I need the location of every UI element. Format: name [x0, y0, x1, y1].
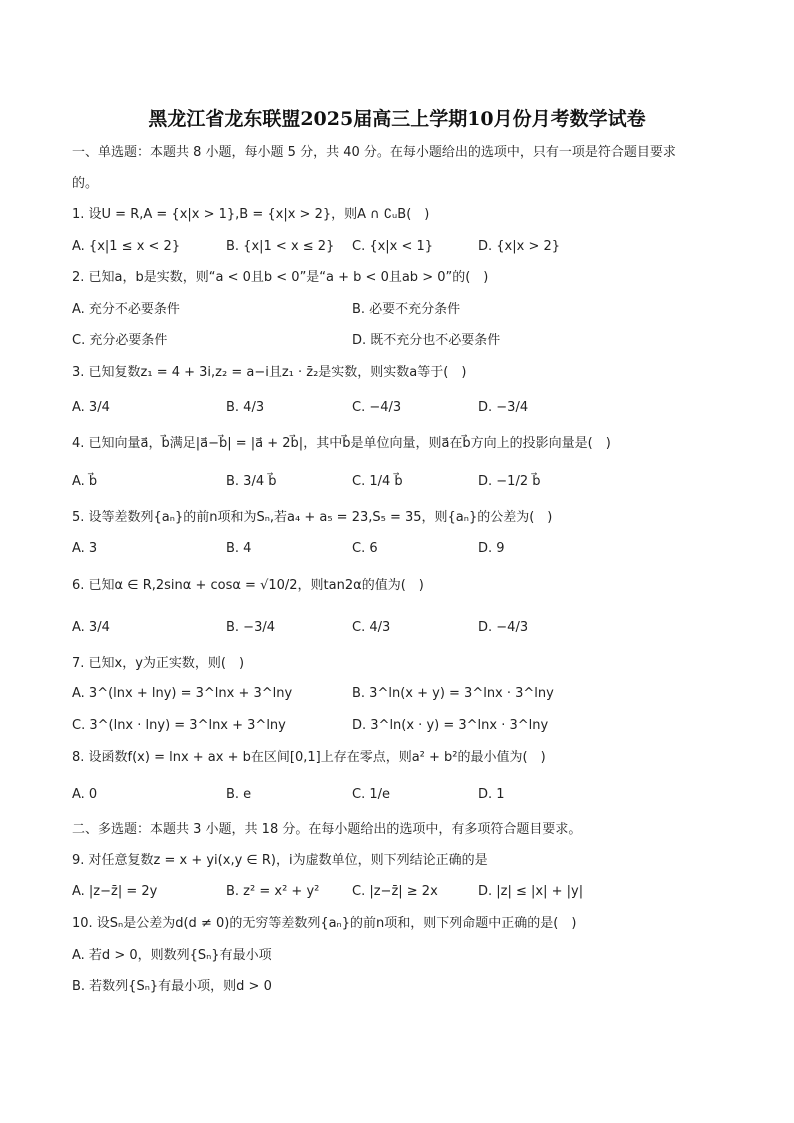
question-2-option-d: D. 既不充分也不必要条件: [352, 333, 501, 348]
question-7-option-c: C. 3^(lnx · lny) = 3^lnx + 3^lny: [72, 718, 286, 733]
question-10-option-b: B. 若数列{Sₙ}有最小项，则d > 0: [72, 979, 272, 994]
question-1-option-a: A. {x|1 ≤ x < 2}: [72, 239, 181, 254]
question-3-option-c: C. −4/3: [352, 400, 402, 415]
question-7-option-d: D. 3^ln(x · y) = 3^lnx · 3^lny: [352, 718, 549, 733]
question-10-option-a: A. 若d > 0，则数列{Sₙ}有最小项: [72, 948, 272, 963]
question-8-stem: 8. 设函数f(x) = lnx + ax + b在区间[0,1]上存在零点，则a² + b²的最小值为( ): [72, 750, 546, 765]
question-5-option-c: C. 6: [352, 541, 378, 556]
question-5-option-a: A. 3: [72, 541, 98, 556]
question-10-stem: 10. 设Sₙ是公差为d(d ≠ 0)的无穷等差数列{aₙ}的前n项和，则下列命题中正确的是( ): [72, 916, 577, 931]
question-2-option-c: C. 充分必要条件: [72, 333, 168, 348]
question-7-stem: 7. 已知x，y为正实数，则( ): [72, 656, 245, 671]
question-9-option-a: A. |z−z̄| = 2y: [72, 884, 158, 899]
question-3-option-b: B. 4/3: [226, 400, 265, 415]
question-2-option-a: A. 充分不必要条件: [72, 302, 180, 317]
question-6-option-c: C. 4/3: [352, 620, 391, 635]
question-9-option-c: C. |z−z̄| ≥ 2x: [352, 884, 438, 899]
question-9-option-b: B. z² = x² + y²: [226, 884, 320, 899]
question-2-option-b: B. 必要不充分条件: [352, 302, 461, 317]
question-6-option-d: D. −4/3: [478, 620, 529, 635]
question-8-option-c: C. 1/e: [352, 787, 390, 802]
question-8-option-a: A. 0: [72, 787, 98, 802]
question-4-option-d: D. −1/2 b⃗: [478, 474, 541, 489]
question-1-option-c: C. {x|x < 1}: [352, 239, 434, 254]
question-4-option-a: A. b⃗: [72, 474, 98, 489]
question-6-stem: 6. 已知α ∈ R,2sinα + cosα = √10/2，则tan2α的值为( ): [72, 578, 424, 593]
question-7-option-a: A. 3^(lnx + lny) = 3^lnx + 3^lny: [72, 686, 293, 701]
question-8-option-d: D. 1: [478, 787, 505, 802]
question-3-option-d: D. −3/4: [478, 400, 529, 415]
question-4-option-b: B. 3/4 b⃗: [226, 474, 277, 489]
question-9-option-d: D. |z| ≤ |x| + |y|: [478, 884, 584, 899]
question-6-option-a: A. 3/4: [72, 620, 110, 635]
question-9-stem: 9. 对任意复数z = x + yi(x,y ∈ R)，i为虚数单位，则下列结论正确的是: [72, 853, 488, 868]
section-2-header: 二、多选题：本题共 3 小题，共 18 分。在每小题给出的选项中，有多项符合题目要求。: [72, 822, 582, 837]
question-8-option-b: B. e: [226, 787, 252, 802]
section-1-header-cont: 的。: [72, 176, 99, 191]
question-1-stem: 1. 设U = R,A = {x|x > 1},B = {x|x > 2}，则A ∩ ∁ᵤB( ): [72, 207, 430, 222]
question-7-option-b: B. 3^ln(x + y) = 3^lnx · 3^lny: [352, 686, 554, 701]
question-5-option-d: D. 9: [478, 541, 505, 556]
question-3-stem: 3. 已知复数z₁ = 4 + 3i,z₂ = a−i且z₁ · z̄₂是实数，则实数a等于( ): [72, 365, 467, 380]
question-3-option-a: A. 3/4: [72, 400, 110, 415]
question-6-option-b: B. −3/4: [226, 620, 275, 635]
question-1-option-b: B. {x|1 < x ≤ 2}: [226, 239, 335, 254]
question-4-option-c: C. 1/4 b⃗: [352, 474, 403, 489]
question-1-option-d: D. {x|x > 2}: [478, 239, 561, 254]
section-1-header: 一、单选题：本题共 8 小题，每小题 5 分，共 40 分。在每小题给出的选项中，只有一项是符合题目要求: [72, 145, 676, 160]
question-4-stem: 4. 已知向量a⃗，b⃗满足|a⃗−b⃗| = |a⃗ + 2b⃗|，其中b⃗是单位向量，则a⃗在b⃗方向上的投影向量是( ): [72, 436, 611, 451]
exam-title: 黑龙江省龙东联盟2025届高三上学期10月份月考数学试卷: [148, 108, 646, 130]
question-5-option-b: B. 4: [226, 541, 252, 556]
question-2-stem: 2. 已知a，b是实数，则“a < 0且b < 0”是“a + b < 0且ab > 0”的( ): [72, 270, 489, 285]
question-5-stem: 5. 设等差数列{aₙ}的前n项和为Sₙ,若a₄ + a₅ = 23,S₅ = 35，则{aₙ}的公差为( ): [72, 510, 553, 525]
